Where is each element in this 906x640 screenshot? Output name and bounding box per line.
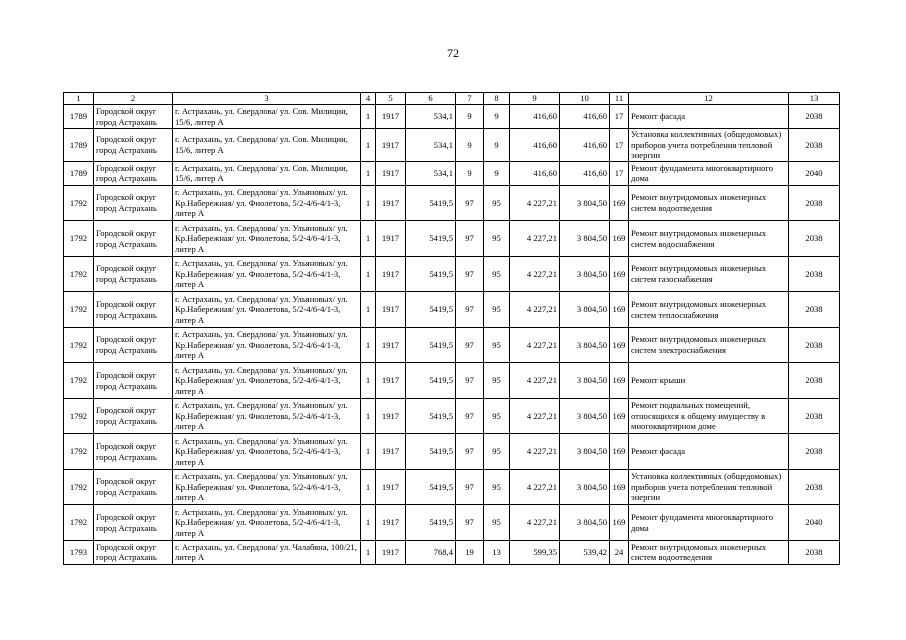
column-header: 2	[94, 93, 173, 105]
table-cell: 1917	[376, 434, 406, 470]
table-cell: 2038	[789, 105, 840, 129]
table-cell: 534,1	[406, 161, 456, 185]
table-row	[64, 363, 840, 399]
table-cell: 9	[456, 129, 484, 162]
table-cell: Ремонт внутридомовых инженерных систем водоотведения	[629, 185, 789, 221]
table-cell: 1	[361, 129, 376, 162]
table-cell: 1917	[376, 129, 406, 162]
table-cell: 768,4	[406, 540, 456, 564]
table-cell: 24	[610, 540, 629, 564]
table-cell: 1	[361, 540, 376, 564]
table-cell: 1917	[376, 221, 406, 257]
table-cell: Городской округ город Астрахань	[94, 398, 173, 434]
table-cell: Городской округ город Астрахань	[94, 105, 173, 129]
table-cell: 416,60	[510, 105, 560, 129]
table-cell: 5419,5	[406, 221, 456, 257]
table-cell: 1	[361, 469, 376, 505]
table-cell: 95	[484, 363, 510, 399]
table-cell: 4 227,21	[510, 256, 560, 292]
table-cell: 1792	[64, 398, 94, 434]
table-cell: г. Астрахань, ул. Свердлова/ ул. Ульяновых/ ул. Кр.Набережная/ ул. Фиолетова, 5/2-4/6-4/1-3, литер А	[173, 363, 361, 399]
table-cell: 9	[484, 105, 510, 129]
table-cell: 1917	[376, 105, 406, 129]
table-cell: 1917	[376, 363, 406, 399]
table-cell: 1	[361, 105, 376, 129]
table-cell: 97	[456, 398, 484, 434]
table-cell: 4 227,21	[510, 292, 560, 328]
table-cell: Ремонт фундамента многоквартирного дома	[629, 505, 789, 541]
table-cell: Городской округ город Астрахань	[94, 292, 173, 328]
table-cell: г. Астрахань, ул. Свердлова/ ул. Ульяновых/ ул. Кр.Набережная/ ул. Фиолетова, 5/2-4/6-4/1-3, литер А	[173, 398, 361, 434]
table-cell: 97	[456, 434, 484, 470]
table-cell: г. Астрахань, ул. Свердлова/ ул. Ульяновых/ ул. Кр.Набережная/ ул. Фиолетова, 5/2-4/6-4/1-3, литер А	[173, 292, 361, 328]
table-cell: 1917	[376, 505, 406, 541]
table-cell: 2038	[789, 434, 840, 470]
table-cell: 1792	[64, 256, 94, 292]
table-row	[64, 185, 840, 221]
table-cell: 169	[610, 221, 629, 257]
table-cell: 2038	[789, 540, 840, 564]
table-row	[64, 434, 840, 470]
table-cell: 1	[361, 221, 376, 257]
table-cell: 2038	[789, 185, 840, 221]
table-row	[64, 221, 840, 257]
table-cell: 97	[456, 505, 484, 541]
table-cell: 169	[610, 434, 629, 470]
column-header: 9	[510, 93, 560, 105]
table-cell: 2038	[789, 398, 840, 434]
table-cell: 2038	[789, 469, 840, 505]
table-cell: 1	[361, 398, 376, 434]
table-cell: 1792	[64, 505, 94, 541]
table-cell: 95	[484, 221, 510, 257]
table-cell: Городской округ город Астрахань	[94, 221, 173, 257]
header-row	[64, 93, 840, 105]
table-cell: 2040	[789, 161, 840, 185]
table-cell: 4 227,21	[510, 185, 560, 221]
table-cell: 95	[484, 434, 510, 470]
table-row	[64, 292, 840, 328]
table-cell: 169	[610, 256, 629, 292]
table-cell: 13	[484, 540, 510, 564]
table-cell: 5419,5	[406, 398, 456, 434]
table-cell: 416,60	[560, 105, 610, 129]
table-cell: 5419,5	[406, 256, 456, 292]
table-cell: 5419,5	[406, 434, 456, 470]
table-cell: 1792	[64, 221, 94, 257]
capital-repair-table	[63, 92, 840, 565]
table-cell: 5419,5	[406, 363, 456, 399]
table-cell: 1	[361, 185, 376, 221]
table-cell: 3 804,50	[560, 292, 610, 328]
table-cell: 534,1	[406, 129, 456, 162]
table-cell: Ремонт внутридомовых инженерных систем электроснабжения	[629, 327, 789, 363]
table-cell: 5419,5	[406, 469, 456, 505]
table-cell: 416,60	[510, 129, 560, 162]
table-cell: 539,42	[560, 540, 610, 564]
table-cell: 1	[361, 292, 376, 328]
table-cell: г. Астрахань, ул. Свердлова/ ул. Сов. Милиции, 15/6, литер А	[173, 105, 361, 129]
page-number: 72	[447, 46, 459, 60]
table-cell: 3 804,50	[560, 398, 610, 434]
table-cell: Городской округ город Астрахань	[94, 256, 173, 292]
column-header: 4	[361, 93, 376, 105]
table-row	[64, 469, 840, 505]
table-cell: 5419,5	[406, 292, 456, 328]
table-cell: 1792	[64, 327, 94, 363]
table-cell: 95	[484, 469, 510, 505]
table-cell: 97	[456, 256, 484, 292]
table-cell: 169	[610, 292, 629, 328]
table-row	[64, 398, 840, 434]
table-cell: 95	[484, 292, 510, 328]
table-cell: 1792	[64, 292, 94, 328]
table-cell: г. Астрахань, ул. Свердлова/ ул. Ульяновых/ ул. Кр.Набережная/ ул. Фиолетова, 5/2-4/6-4/1-3, литер А	[173, 185, 361, 221]
table-cell: 5419,5	[406, 505, 456, 541]
column-header: 6	[406, 93, 456, 105]
table-cell: Городской округ город Астрахань	[94, 327, 173, 363]
table-cell: 4 227,21	[510, 434, 560, 470]
table-cell: г. Астрахань, ул. Свердлова/ ул. Ульяновых/ ул. Кр.Набережная/ ул. Фиолетова, 5/2-4/6-4/1-3, литер А	[173, 469, 361, 505]
table-row	[64, 327, 840, 363]
table-cell: 3 804,50	[560, 256, 610, 292]
table-cell: 5419,5	[406, 327, 456, 363]
table-row	[64, 129, 840, 162]
table-cell: 17	[610, 105, 629, 129]
table-cell: 1792	[64, 434, 94, 470]
table-cell: 97	[456, 327, 484, 363]
table-cell: 9	[456, 105, 484, 129]
table-cell: 17	[610, 161, 629, 185]
column-header: 13	[789, 93, 840, 105]
table-cell: 416,60	[560, 161, 610, 185]
column-header: 1	[64, 93, 94, 105]
table-header	[64, 93, 840, 105]
table-row	[64, 540, 840, 564]
table-cell: 5419,5	[406, 185, 456, 221]
table-cell: 1917	[376, 469, 406, 505]
table-cell: 4 227,21	[510, 505, 560, 541]
column-header: 5	[376, 93, 406, 105]
table-cell: 1	[361, 434, 376, 470]
table-cell: 416,60	[560, 129, 610, 162]
table-cell: 2038	[789, 327, 840, 363]
table-cell: г. Астрахань, ул. Свердлова/ ул. Ульяновых/ ул. Кр.Набережная/ ул. Фиолетова, 5/2-4/6-4/1-3, литер А	[173, 256, 361, 292]
table-cell: 95	[484, 185, 510, 221]
table-cell: г. Астрахань, ул. Свердлова/ ул. Чалабяна, 100/21, литер А	[173, 540, 361, 564]
table-cell: 97	[456, 363, 484, 399]
table-cell: 3 804,50	[560, 434, 610, 470]
table-cell: 19	[456, 540, 484, 564]
table-cell: г. Астрахань, ул. Свердлова/ ул. Сов. Милиции, 15/6, литер А	[173, 161, 361, 185]
column-header: 7	[456, 93, 484, 105]
table-cell: 4 227,21	[510, 363, 560, 399]
column-header: 10	[560, 93, 610, 105]
table-cell: 95	[484, 327, 510, 363]
table-cell: 95	[484, 256, 510, 292]
table-row	[64, 105, 840, 129]
table-cell: Городской округ город Астрахань	[94, 363, 173, 399]
column-header: 8	[484, 93, 510, 105]
table-cell: 1792	[64, 363, 94, 399]
table-cell: г. Астрахань, ул. Свердлова/ ул. Сов. Милиции, 15/6, литер А	[173, 129, 361, 162]
table-cell: 1917	[376, 327, 406, 363]
table-cell: 97	[456, 185, 484, 221]
table-cell: Городской округ город Астрахань	[94, 469, 173, 505]
table-cell: Ремонт фасада	[629, 105, 789, 129]
table-cell: 1917	[376, 398, 406, 434]
table-cell: г. Астрахань, ул. Свердлова/ ул. Ульяновых/ ул. Кр.Набережная/ ул. Фиолетова, 5/2-4/6-4/1-3, литер А	[173, 505, 361, 541]
table-cell: 1792	[64, 185, 94, 221]
table-cell: 2038	[789, 363, 840, 399]
table-cell: Установка коллективных (общедомовых) приборов учета потребления тепловой энергии	[629, 129, 789, 162]
table-cell: 3 804,50	[560, 327, 610, 363]
table-cell: Ремонт внутридомовых инженерных систем газоснабжения	[629, 256, 789, 292]
table-cell: 169	[610, 505, 629, 541]
table-cell: 1789	[64, 161, 94, 185]
table-cell: 534,1	[406, 105, 456, 129]
table-cell: 1917	[376, 540, 406, 564]
table-cell: 3 804,50	[560, 363, 610, 399]
table-cell: 599,35	[510, 540, 560, 564]
table-cell: Ремонт подвальных помещений, относящихся к общему имуществу в многоквартирном доме	[629, 398, 789, 434]
table-cell: Ремонт фундамента многоквартирного дома	[629, 161, 789, 185]
table-row	[64, 256, 840, 292]
table-cell: 1917	[376, 161, 406, 185]
table-cell: Ремонт внутридомовых инженерных систем водоотведения	[629, 540, 789, 564]
table-cell: Ремонт крыши	[629, 363, 789, 399]
table-cell: 9	[484, 129, 510, 162]
table-cell: 2038	[789, 221, 840, 257]
table-cell: г. Астрахань, ул. Свердлова/ ул. Ульяновых/ ул. Кр.Набережная/ ул. Фиолетова, 5/2-4/6-4/1-3, литер А	[173, 434, 361, 470]
table-cell: 169	[610, 185, 629, 221]
table-cell: Городской округ город Астрахань	[94, 434, 173, 470]
table-cell: 3 804,50	[560, 221, 610, 257]
table-cell: Городской округ город Астрахань	[94, 161, 173, 185]
table-cell: 17	[610, 129, 629, 162]
table-body	[64, 105, 840, 565]
table-cell: 3 804,50	[560, 185, 610, 221]
table-cell: г. Астрахань, ул. Свердлова/ ул. Ульяновых/ ул. Кр.Набережная/ ул. Фиолетова, 5/2-4/6-4/1-3, литер А	[173, 221, 361, 257]
column-header: 11	[610, 93, 629, 105]
table-cell: 95	[484, 505, 510, 541]
table-cell: 97	[456, 292, 484, 328]
table-cell: Ремонт внутридомовых инженерных систем водоснабжения	[629, 221, 789, 257]
table-cell: 1792	[64, 469, 94, 505]
table-cell: г. Астрахань, ул. Свердлова/ ул. Ульяновых/ ул. Кр.Набережная/ ул. Фиолетова, 5/2-4/6-4/1-3, литер А	[173, 327, 361, 363]
table-cell: 1917	[376, 292, 406, 328]
table-cell: 4 227,21	[510, 469, 560, 505]
table-cell: 169	[610, 398, 629, 434]
table-cell: 169	[610, 327, 629, 363]
table-cell: 1789	[64, 129, 94, 162]
table-cell: 169	[610, 363, 629, 399]
table-cell: 97	[456, 469, 484, 505]
table-cell: 3 804,50	[560, 469, 610, 505]
table-row	[64, 505, 840, 541]
table-cell: 416,60	[510, 161, 560, 185]
column-header: 3	[173, 93, 361, 105]
table-cell: 1917	[376, 185, 406, 221]
table-cell: 1	[361, 363, 376, 399]
table-cell: 1789	[64, 105, 94, 129]
table-cell: 4 227,21	[510, 327, 560, 363]
table-cell: Городской округ город Астрахань	[94, 540, 173, 564]
table-cell: 9	[484, 161, 510, 185]
table-cell: 2038	[789, 292, 840, 328]
column-header: 12	[629, 93, 789, 105]
table-cell: Городской округ город Астрахань	[94, 129, 173, 162]
table-cell: 169	[610, 469, 629, 505]
table-cell: 1917	[376, 256, 406, 292]
table-cell: 95	[484, 398, 510, 434]
table-cell: 3 804,50	[560, 505, 610, 541]
table-cell: 1	[361, 505, 376, 541]
table-cell: 97	[456, 221, 484, 257]
table-cell: 2038	[789, 129, 840, 162]
table-cell: 1	[361, 327, 376, 363]
table-cell: Ремонт внутридомовых инженерных систем теплоснабжения	[629, 292, 789, 328]
table-cell: 4 227,21	[510, 221, 560, 257]
table-cell: 4 227,21	[510, 398, 560, 434]
table-cell: 1	[361, 256, 376, 292]
table-cell: 1793	[64, 540, 94, 564]
table-row	[64, 161, 840, 185]
table-cell: Установка коллективных (общедомовых) приборов учета потребления тепловой энергии	[629, 469, 789, 505]
table-cell: 2038	[789, 256, 840, 292]
table-cell: Городской округ город Астрахань	[94, 505, 173, 541]
table-cell: 9	[456, 161, 484, 185]
table-cell: 2040	[789, 505, 840, 541]
table-cell: Ремонт фасада	[629, 434, 789, 470]
table-cell: Городской округ город Астрахань	[94, 185, 173, 221]
table-cell: 1	[361, 161, 376, 185]
